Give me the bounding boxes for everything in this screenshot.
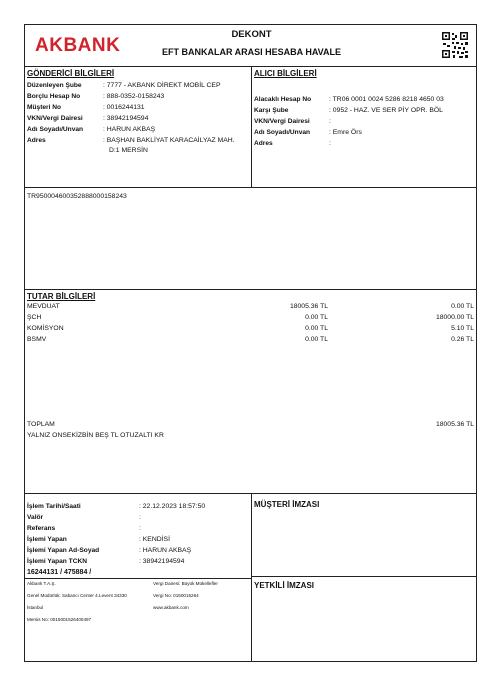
amount-row-label: MEVDUAT [27,303,60,310]
value-date-label: Valör [27,514,44,521]
amount-row-right: 5.10 TL [451,325,474,332]
footer-address: Genel Müdürlük: Sabancı Center 4.Levent 34330 [27,593,127,598]
transaction-date-label: İşlem Tarihi/Saati [27,503,81,510]
performer-label: İşlemi Yapan [27,536,67,543]
receiver-heading: ALICI BİLGİLERİ [254,69,317,78]
sender-branch-label: Düzenleyen Şube [27,82,82,89]
amount-row-label: ŞCH [27,314,42,321]
qr-code-icon [441,31,469,59]
amount-row-label: BSMV [27,336,47,343]
receiver-tax-label: VKN/Vergi Dairesi [254,118,310,125]
total-value: 18005.36 TL [435,421,474,428]
sender-tax-value: : 38942194594 [103,115,149,122]
amount-row-left: 0.00 TL [305,325,328,332]
receiver-tax-value: : [329,118,331,125]
reference-value: : [139,525,141,532]
performer-name-label: İşlemi Yapan Ad-Soyad [27,547,100,554]
receiver-account-label: Alacaklı Hesap No [254,96,312,103]
customer-signature-label: MÜŞTERİ İMZASI [254,500,320,509]
amount-row-right: 0.26 TL [451,336,474,343]
performer-id-label: İşlemi Yapan TCKN [27,558,87,565]
receiver-address-value: : [329,140,331,147]
reference-code: 16244131 / 475884 / [27,569,92,576]
amount-row-left: 0.00 TL [305,336,328,343]
sender-address-line2: D:1 MERSİN [109,147,148,154]
amounts-heading: TUTAR BİLGİLERİ [27,292,96,301]
sender-account-label: Borçlu Hesap No [27,93,81,100]
sender-branch-value: : 7777 - AKBANK DİREKT MOBİL CEP [103,82,221,89]
amount-row-left: 18005.36 TL [289,303,328,310]
total-in-words: YALNIZ ONSEKİZBİN BEŞ TL OTUZALTI KR [27,432,164,439]
receipt-page [24,24,477,662]
sender-customer-no-label: Müşteri No [27,104,62,111]
receiver-name-value: : Emre Örs [329,129,362,136]
sender-tax-label: VKN/Vergi Dairesi [27,115,83,122]
sender-address-value: : BAŞHAN BAKLİYAT KARACAİLYAZ MAH. [103,137,235,144]
amount-row-label: KOMİSYON [27,325,64,332]
akbank-logo: AKBANK [35,35,121,56]
sender-name-value: : HARUN AKBAŞ [103,126,156,133]
receiver-branch-label: Karşı Şube [254,107,289,114]
footer-city: İstanbul [27,605,44,610]
performer-id-value: : 38942194594 [139,558,185,565]
sender-address-label: Adres [27,137,46,144]
sender-name-label: Adı Soyadı/Unvan [27,126,84,133]
footer-website: www.akbank.com [153,605,189,610]
sender-account-value: : 888-0352-0158243 [103,93,165,100]
value-date-value: : [139,514,141,521]
receiver-address-label: Adres [254,140,273,147]
footer-mersis: Mersis No: 0015001526400497 [27,617,92,622]
footer-tax-no: Vergi No: 0150015264 [153,593,199,598]
transfer-description: TR950004600352888000158243 [27,193,127,200]
performer-name-value: : HARUN AKBAŞ [139,547,192,554]
transaction-date-value: : 22.12.2023 18:57:50 [139,503,206,510]
footer-tax-office: Vergi Dairesi: Büyük Mükellefler [153,581,218,586]
reference-label: Referans [27,525,56,532]
receiver-name-label: Adı Soyadı/Unvan [254,129,311,136]
sender-customer-no-value: : 0016244131 [103,104,145,111]
footer-company: Akbank T.A.Ş. [27,581,56,586]
amount-row-right: 0.00 TL [451,303,474,310]
authorized-signature-label: YETKİLİ İMZASI [254,581,314,590]
sender-heading: GÖNDERİCİ BİLGİLERİ [27,69,115,78]
amount-row-left: 0.00 TL [305,314,328,321]
total-label: TOPLAM [27,421,55,428]
document-title: DEKONT [231,29,272,40]
performer-value: : KENDİSİ [139,536,170,543]
amount-row-right: 18000.00 TL [435,314,474,321]
receiver-branch-value: : 0952 - HAZ. VE SER PİY OPR. BÖL [329,107,443,114]
document-subtitle: EFT BANKALAR ARASI HESABA HAVALE [162,47,341,57]
receiver-account-value: : TR06 0001 0024 5286 8218 4650 03 [329,96,444,103]
